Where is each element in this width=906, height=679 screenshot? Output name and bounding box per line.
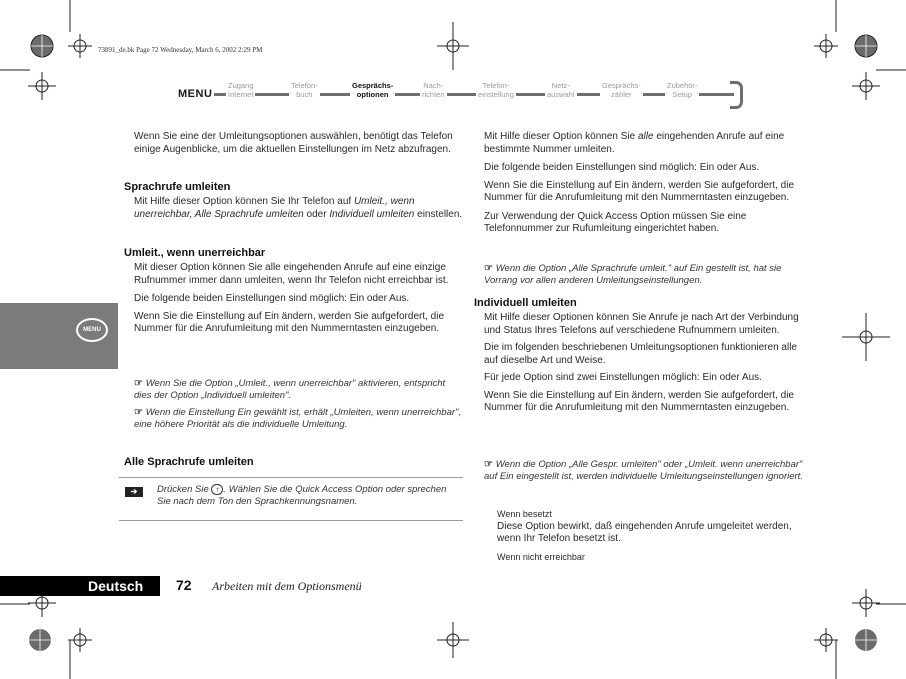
note-text: Wenn Sie die Option „Umleit., wenn unerreichbar" aktivieren, entspricht dies der Option „Individuell umleiten". xyxy=(134,378,446,401)
paragraph-ein-aendern-2: Wenn Sie die Einstellung auf Ein ändern, werden Sie aufgefordert, die Nummer für die Anrufumleitung mit den Nummerntasten einzugeben. xyxy=(484,389,795,413)
right-note-1 xyxy=(484,263,804,287)
paragraph-ein-aendern: Wenn Sie die Einstellung auf Ein ändern, werden Sie aufgefordert, die Nummer für die Anrufumleitung mit den Nummerntasten einzugeben. xyxy=(484,179,795,203)
paragraph-individuell: Mit Hilfe dieser Optionen können Sie Anrufe je nach Art der Verbindung und Status Ihres Telefons auf verschiedene Rufnummern umleiten. xyxy=(484,312,799,336)
footer-language: Deutsch xyxy=(88,578,144,594)
note-text: Wenn die Option „Alle Sprachrufe umleit." auf Ein gestellt ist, hat sie Vorrang vor allen anderen Umleitungseinstellungen. xyxy=(484,263,782,286)
italic-span: Umleit., wenn unerreichbar, Alle Sprachrufe umleiten xyxy=(134,196,415,220)
registration-circle-icon xyxy=(31,35,53,57)
tip-box xyxy=(119,477,463,521)
left-note-1 xyxy=(134,378,464,402)
left-unerreichbar-text xyxy=(134,262,464,336)
menu-item-netzauswahl: Netz- auswahl xyxy=(547,81,575,99)
note-text: Wenn die Option „Alle Gespr. umleiten" oder „Umleit. wenn unerreichbar" auf Ein eingestellt ist, werden individuelle Umleitungseinstellungen ignoriert. xyxy=(484,459,803,482)
intro-paragraph: Wenn Sie eine der Umleitungsoptionen auswählen, benötigt das Telefon einige Augenblicke, um die aktuellen Einstellungen im Netz abzufragen. xyxy=(134,131,453,155)
menu-track-end xyxy=(730,81,743,109)
paragraph-einstellungen: Die folgende beiden Einstellungen sind möglich: Ein oder Aus. xyxy=(484,162,760,173)
up-key-icon: ↑ xyxy=(211,484,223,495)
menu-item-gespraechszaehler: Gesprächs- zähler xyxy=(602,81,641,99)
left-intro xyxy=(134,131,464,156)
instruction-arrow-icon: ➔ xyxy=(125,487,143,497)
chapter-title: Arbeiten mit dem Optionsmenü xyxy=(212,579,362,593)
right-column-top xyxy=(484,131,804,236)
menu-navigation-bar xyxy=(176,80,756,110)
note-icon: ☞ xyxy=(134,378,146,389)
italic-span: alle xyxy=(637,131,654,142)
note-paragraph xyxy=(484,263,804,287)
paragraph-unerreichbar: Mit dieser Option können Sie alle eingehenden Anrufe auf eine einzige Rufnummer immer dann umleiten, wenn Ihr Telefon nicht erreichbar ist. xyxy=(134,262,449,286)
paragraph-besetzt: Diese Option bewirkt, daß eingehenden Anrufe umgeleitet werden, wenn Ihr Telefon besetzt ist. xyxy=(497,520,792,544)
right-subsections xyxy=(497,508,807,563)
text-span: . Wählen Sie die Quick Access Option oder sprechen Sie nach dem Ton den Sprachkennungsnamen. xyxy=(157,484,447,507)
paragraph-quick-access: Zur Verwendung der Quick Access Option müssen Sie eine Telefonnummer zur Rufumleitung eingerichtet haben. xyxy=(484,210,747,234)
page-number: 72 xyxy=(176,577,192,593)
subheading-wenn-nicht-erreichbar: Wenn nicht erreichbar xyxy=(497,551,585,562)
text-span: einstellen. xyxy=(414,208,463,220)
heading-individuell-umleiten: Individuell umleiten xyxy=(474,297,577,309)
menu-item-zugang-internet: Zugang Internet xyxy=(228,81,254,99)
left-sprachrufe-text xyxy=(134,196,464,221)
paragraph-einstellungen: Die folgende beiden Einstellungen sind möglich: Ein oder Aus. xyxy=(134,293,410,304)
print-slug: 73891_de.bk Page 72 Wednesday, March 6, 2002 2:29 PM xyxy=(98,46,263,54)
note-paragraph xyxy=(134,407,464,431)
text-span: Drücken Sie xyxy=(157,484,212,495)
paragraph-zwei-einstellungen: Für jede Option sind zwei Einstellungen möglich: Ein oder Aus. xyxy=(484,372,762,383)
left-note-2 xyxy=(134,407,464,431)
note-paragraph xyxy=(484,459,804,483)
text-span: oder xyxy=(303,208,330,220)
menu-key-icon: MENU xyxy=(76,318,108,342)
paragraph-gleiche-weise: Die im folgenden beschriebenen Umleitungsoptionen funktionieren alle auf dieselbe Art und Weise. xyxy=(484,342,797,366)
menu-item-telefoneinstellung: Telefon- einstellung xyxy=(478,81,514,99)
text-span: Mit Hilfe dieser Option können Sie xyxy=(484,131,638,142)
subheading-wenn-besetzt: Wenn besetzt xyxy=(497,509,552,519)
tip-text xyxy=(157,484,457,508)
note-icon: ☞ xyxy=(484,459,496,470)
menu-label: MENU xyxy=(178,88,213,100)
note-icon: ☞ xyxy=(484,263,496,274)
italic-span: Individuell umleiten xyxy=(329,208,415,220)
menu-item-telefonbuch: Telefon- buch xyxy=(291,81,318,99)
paragraph-ein-aendern: Wenn Sie die Einstellung auf Ein ändern, werden Sie aufgefordert, die Nummer für die Anrufumleitung mit den Nummerntasten einzugeben. xyxy=(134,310,445,334)
menu-item-gespraechsoptionen: Gesprächs- optionen xyxy=(352,81,394,99)
menu-item-nachrichten: Nach- richten xyxy=(422,81,445,99)
heading-sprachrufe-umleiten: Sprachrufe umleiten xyxy=(124,181,231,193)
text-span: Mit Hilfe dieser Option können Sie Ihr Telefon auf xyxy=(134,196,354,207)
paragraph-alle-anrufe xyxy=(484,131,804,156)
heading-alle-sprachrufe-umleiten: Alle Sprachrufe umleiten xyxy=(124,456,254,468)
right-individuell-text xyxy=(484,312,804,415)
right-note-2 xyxy=(484,459,804,483)
menu-item-zubehoer-setup: Zubehör- Setup xyxy=(667,81,698,99)
note-text: Wenn die Einstellung Ein gewählt ist, erhält „Umleiten, wenn unerreichbar", eine höhere Priorität als die individuelle Umleitung. xyxy=(134,407,462,430)
paragraph-sprachrufe xyxy=(134,196,464,221)
note-icon: ☞ xyxy=(134,407,146,418)
note-paragraph xyxy=(134,378,464,402)
text-span: eingehenden Anrufe auf eine bestimmte Nummer umleiten. xyxy=(484,131,785,155)
heading-umleit-wenn-unerreichbar: Umleit., wenn unerreichbar xyxy=(124,247,266,259)
